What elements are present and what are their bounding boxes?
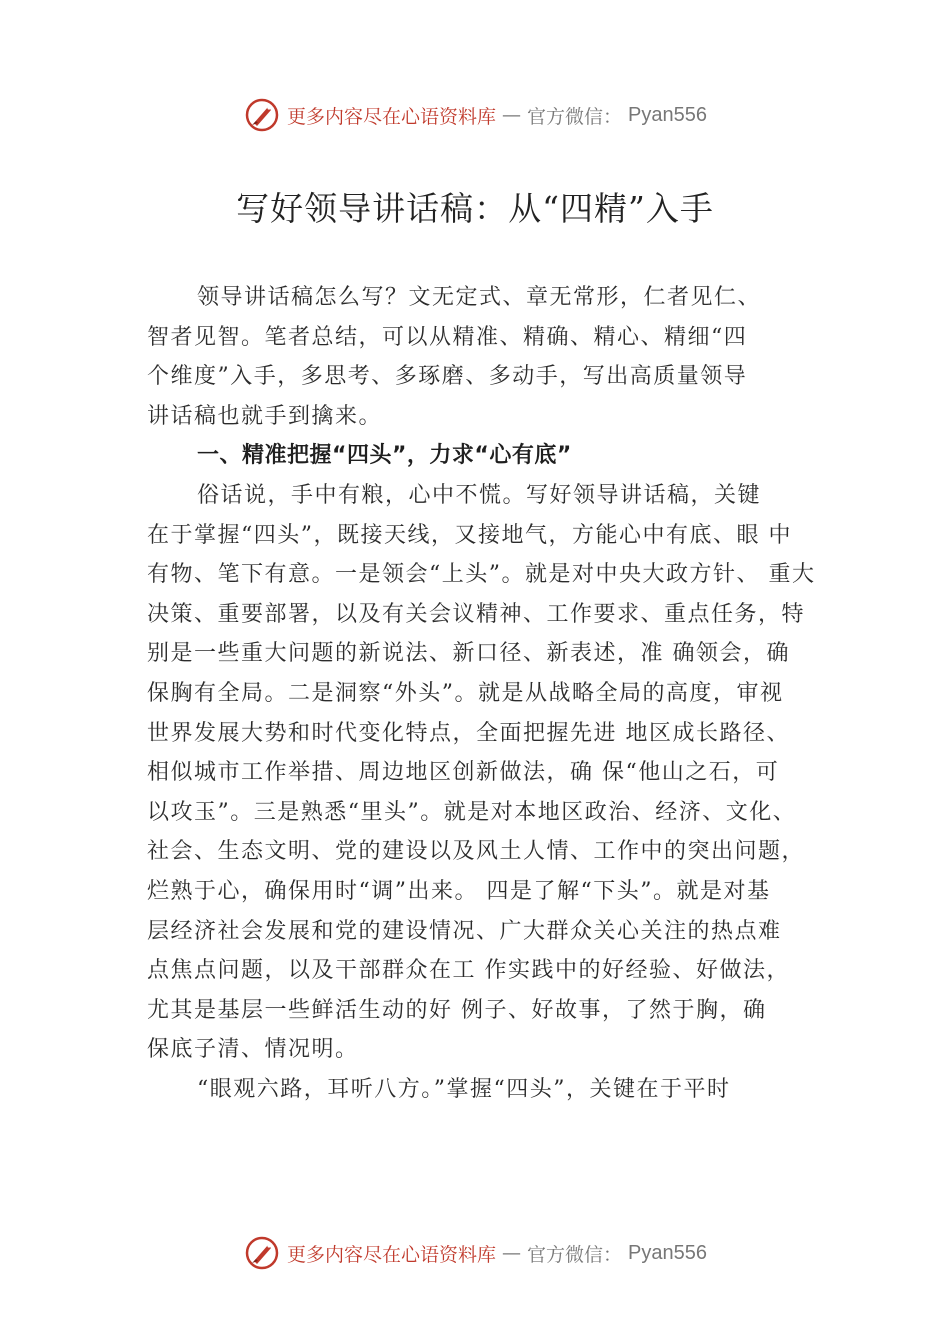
- header-watermark: [0, 95, 950, 135]
- pen-nib-seal-icon: [243, 1234, 281, 1272]
- watermark-wechat-label: 官方微信：: [527, 1243, 623, 1266]
- body-line: 世界发展大势和时代变化特点，全面把握先进 地区成长路径、: [147, 720, 790, 746]
- body-line: 社会、生态文明、党的建设以及风土人情、工作中的突出问题，: [147, 839, 806, 865]
- body-line: 尤其是基层一些鲜活生动的好 例子、好故事，了然于胸，确: [147, 997, 767, 1023]
- body-line: 保底子清、情况明。: [147, 1037, 359, 1063]
- watermark-library-text: 更多内容尽在心语资料库: [287, 105, 497, 128]
- body-line: 相似城市工作举措、周边地区创新做法，确 保“他山之石，可: [147, 760, 780, 786]
- watermark-wechat-id: Pyan556: [628, 1241, 707, 1264]
- body-line: 领导讲话稿怎么写？文无定式、章无常形，仁者见仁、: [197, 285, 762, 310]
- watermark-wechat-id: Pyan556: [628, 103, 707, 126]
- body-line: 层经济社会发展和党的建设情况、广大群众关心关注的热点难: [147, 918, 782, 944]
- body-line: 以攻玉”。三是熟悉“里头”。就是对本地区政治、经济、文化、: [147, 799, 797, 825]
- body-line: 有物、笔下有意。一是领会“上头”。就是对中央大政方针、 重大: [147, 562, 816, 588]
- document-body: [147, 278, 837, 1109]
- section-heading: 一、精准把握“四头”，力求“心有底”: [197, 443, 572, 469]
- body-line: 智者见智。笔者总结，可以从精准、精确、精心、精细“四: [147, 324, 748, 350]
- watermark-dash: —: [502, 104, 522, 126]
- pen-nib-seal-icon: [243, 96, 281, 134]
- body-line: 点焦点问题，以及干部群众在工 作实践中的好经验、好做法，: [147, 958, 790, 984]
- body-line: 保胸有全局。二是洞察“外头”。就是从战略全局的高度，审视: [147, 680, 784, 706]
- body-line: 讲话稿也就手到擒来。: [147, 403, 383, 429]
- body-line: 别是一些重大问题的新说法、新口径、新表述，准 确领会，确: [147, 641, 790, 667]
- body-line: 在于掌握“四头”，既接天线，又接地气，方能心中有底、眼 中: [147, 522, 792, 548]
- footer-watermark: [0, 1233, 950, 1273]
- body-line: “眼观六路，耳听八方。”掌握“四头”，关键在于平时: [197, 1076, 731, 1102]
- body-line: 个维度”入手，多思考、多琢磨、多动手，写出高质量领导: [147, 364, 748, 390]
- document-title: 写好领导讲话稿：从“四精”入手: [236, 189, 714, 228]
- body-line: 俗话说，手中有粮，心中不慌。写好领导讲话稿，关键: [197, 482, 762, 508]
- body-line: 烂熟于心，确保用时“调”出来。 四是了解“下头”。就是对基: [147, 878, 771, 904]
- watermark-dash: —: [502, 1242, 522, 1264]
- body-line: 决策、重要部署，以及有关会议精神、工作要求、重点任务，特: [147, 601, 806, 627]
- watermark-wechat-label: 官方微信：: [527, 105, 623, 128]
- watermark-library-text: 更多内容尽在心语资料库: [287, 1243, 497, 1266]
